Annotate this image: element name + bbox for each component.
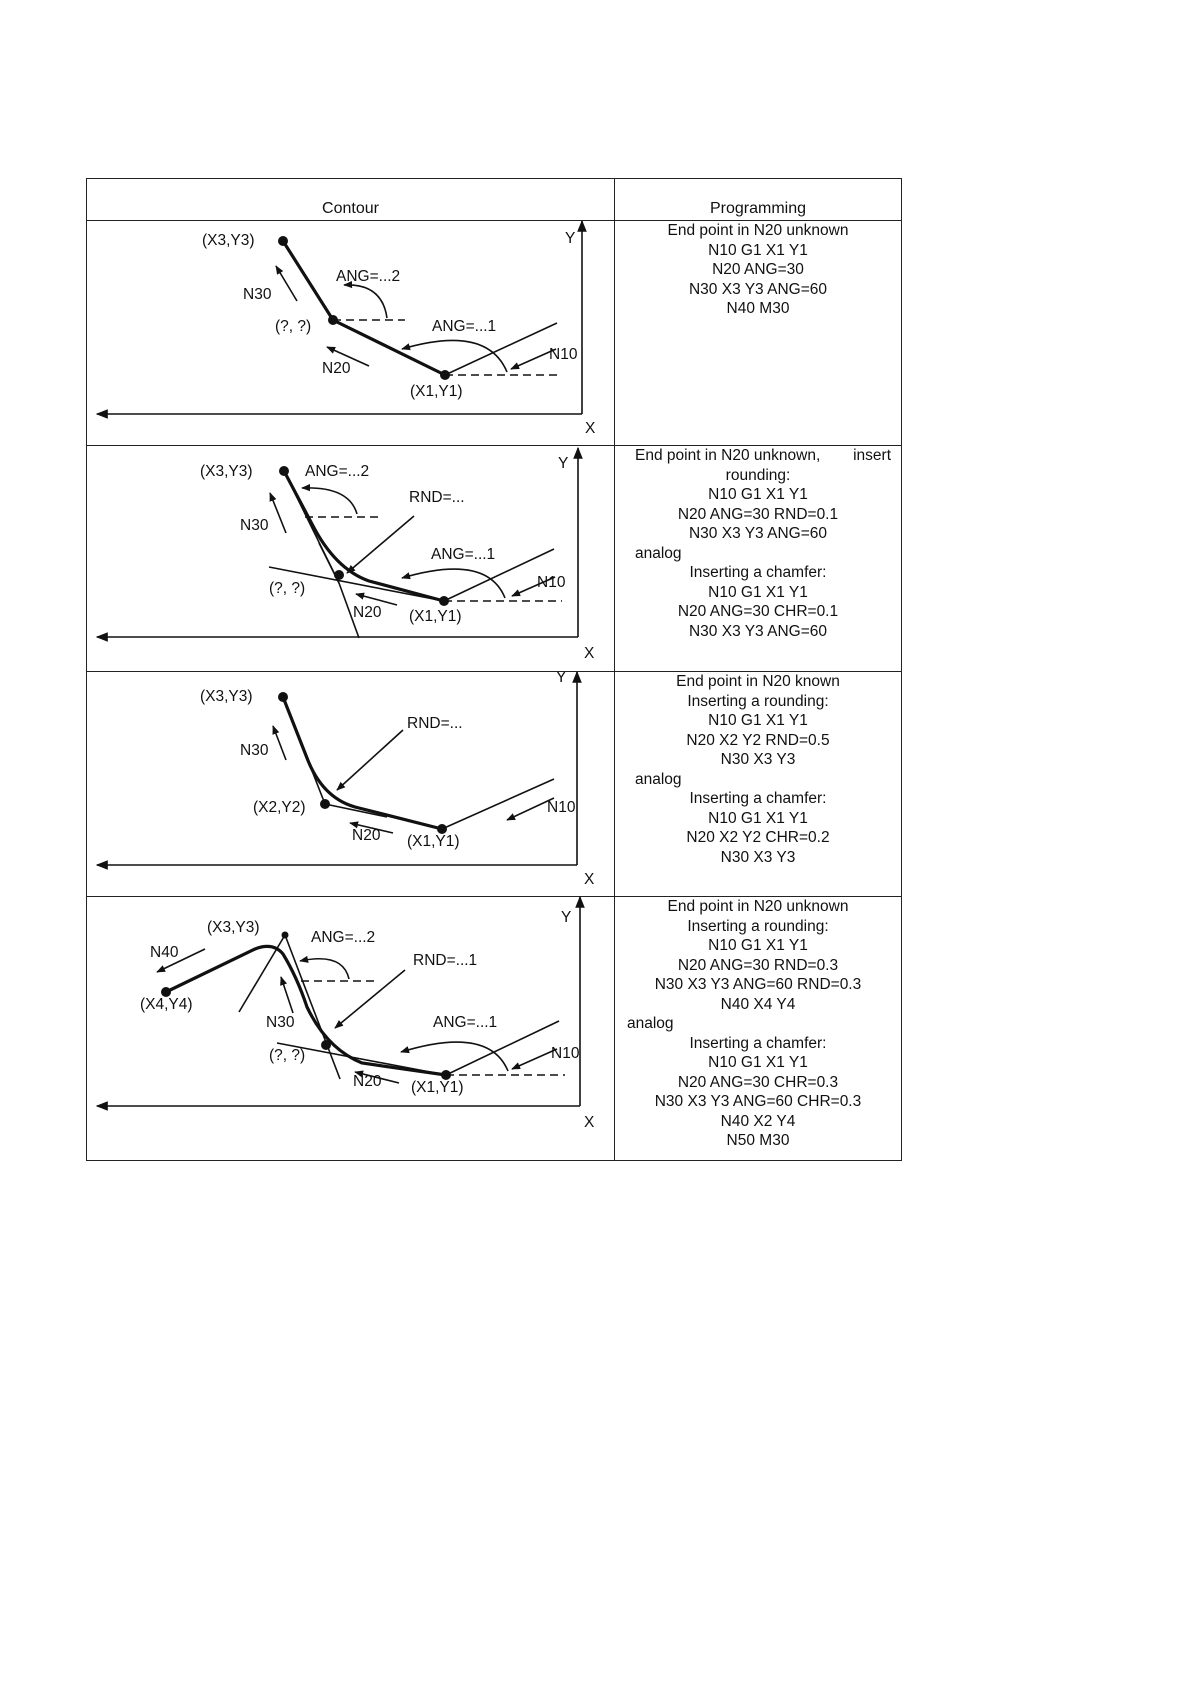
program-line: N30 X3 Y3 [720,751,796,768]
point-x3y3 [278,692,288,702]
programming-cell-1 [615,221,902,446]
label-x3y3: (X3,Y3) [202,232,255,249]
label-ang1: ANG=...1 [433,1014,498,1031]
corner-line [307,758,325,804]
y-axis-label: Y [565,230,576,247]
programming-cell-3 [615,672,902,897]
label-x3y3: (X3,Y3) [200,463,253,480]
program-line: insert [853,447,891,464]
label-n20: N20 [353,604,382,621]
program-line: N30 X3 Y3 ANG=60 [688,280,828,298]
program-line: Inserting a chamfer: [689,1034,827,1052]
label-n10: N10 [551,1045,580,1062]
contour-diagram-4 [87,897,615,1161]
contour-diagram-3 [87,672,615,897]
point-x3y3 [279,466,289,476]
label-x1y1: (X1,Y1) [407,833,460,850]
contour-n10-line [442,779,554,829]
program-line: analog [635,544,682,562]
table-row [87,446,902,672]
program-line: N40 X4 Y4 [720,995,796,1013]
angle-arc-1 [401,1042,508,1071]
program-line: N10 G1 X1 Y1 [708,712,808,729]
label-rnd: RND=...1 [413,952,478,969]
point-x2y2 [320,799,330,809]
label-ang2: ANG=...2 [311,929,376,946]
label-n30: N30 [240,742,269,759]
label-unknown-point: (?, ?) [269,580,306,597]
program-line: N30 X3 Y3 ANG=60 [688,622,828,640]
angle-arc-2 [344,285,387,318]
program-line: End point in N20 known [676,673,840,690]
contour-diagram-2 [87,446,615,672]
label-n10: N10 [547,799,576,816]
angle-arc-2 [300,959,349,979]
program-line: N10 G1 X1 Y1 [708,486,808,503]
header-programming: Programming [615,179,902,221]
table-row [87,221,902,446]
table-row [87,672,902,897]
direction-arrow-n30 [270,493,286,533]
label-ang2: ANG=...2 [336,268,401,285]
program-line: rounding: [725,466,791,484]
program-line: N50 M30 [726,1132,790,1149]
rnd-pointer-arrow [335,970,405,1028]
program-header-line [615,446,901,466]
table-row [87,897,902,1161]
label-x1y1: (X1,Y1) [410,383,463,400]
x-axis-label: X [585,420,596,437]
program-line: N30 X3 Y3 ANG=60 [688,525,828,542]
program-line: N20 X2 Y2 RND=0.5 [686,731,830,749]
y-axis-label: Y [558,455,569,472]
program-line: N10 G1 X1 Y1 [708,1054,808,1071]
program-line: Inserting a rounding: [687,917,829,935]
label-ang1: ANG=...1 [431,546,496,563]
point-x3y3 [282,932,289,939]
contour-diagram-1 [87,221,615,446]
label-unknown-point: (?, ?) [275,318,312,335]
program-line: N20 X2 Y2 CHR=0.2 [686,829,830,846]
point-x3y3 [278,236,288,246]
program-line: Inserting a rounding: [687,692,829,710]
label-n20: N20 [322,360,351,377]
direction-arrow-n30 [281,977,293,1013]
y-axis-label: Y [556,672,567,686]
label-n20: N20 [353,1073,382,1090]
angle-arc-1 [402,340,507,372]
direction-arrow-n30 [276,266,297,301]
label-n30: N30 [266,1014,295,1031]
label-rnd: RND=... [407,715,463,732]
point-unknown [334,570,344,580]
program-line: N30 X3 Y3 ANG=60 RND=0.3 [654,976,862,993]
program-line: N40 M30 [726,300,790,317]
program-line: Inserting a chamfer: [689,564,827,581]
programming-cell-4 [615,897,902,1161]
program-line: Inserting a chamfer: [689,790,827,807]
program-line: N30 X3 Y3 [720,848,796,866]
program-line: N10 G1 X1 Y1 [708,809,808,827]
label-n10: N10 [549,346,578,363]
label-ang2: ANG=...2 [305,463,370,480]
program-line: End point in N20 unknown [667,898,849,915]
label-x1y1: (X1,Y1) [409,608,462,625]
label-x3y3: (X3,Y3) [200,688,253,705]
label-n10: N10 [537,574,566,591]
x-axis-label: X [584,1114,595,1131]
contour-path [283,241,445,375]
program-line: End point in N20 unknown [667,222,849,239]
x-axis-label: X [584,645,595,662]
label-unknown-point: (?, ?) [269,1047,306,1064]
program-line: End point in N20 unknown, [635,447,821,464]
program-line: analog [627,1015,674,1032]
point-unknown [321,1040,331,1050]
program-line: N10 G1 X1 Y1 [708,937,808,954]
rnd-pointer-arrow [337,730,403,790]
contour-rounded-path [166,946,446,1075]
program-line: N20 ANG=30 CHR=0.1 [677,603,839,620]
program-line: N20 ANG=30 RND=0.3 [677,956,839,974]
x-axis-label: X [584,871,595,888]
program-line: N10 G1 X1 Y1 [708,241,808,259]
label-x3y3: (X3,Y3) [207,919,260,936]
rnd-pointer-arrow [347,516,414,573]
program-line: N30 X3 Y3 ANG=60 CHR=0.3 [654,1093,862,1110]
label-x1y1: (X1,Y1) [411,1079,464,1096]
program-line: N20 ANG=30 [712,261,804,278]
angle-arc-2 [302,488,357,514]
direction-arrow-n30 [273,726,286,760]
label-n40: N40 [150,944,179,961]
program-line: N20 ANG=30 CHR=0.3 [677,1073,839,1091]
program-line: analog [635,770,682,788]
label-n30: N30 [240,517,269,534]
header-contour: Contour [87,179,615,221]
program-line: N20 ANG=30 RND=0.1 [677,505,839,523]
label-n30: N30 [243,286,272,303]
label-ang1: ANG=...1 [432,318,497,335]
program-line: N10 G1 X1 Y1 [708,583,808,601]
y-axis-label: Y [561,909,572,926]
programming-cell-2 [615,446,902,672]
contour-programming-table [86,178,902,1161]
label-n20: N20 [352,827,381,844]
label-x4y4: (X4,Y4) [140,996,193,1013]
label-x2y2: (X2,Y2) [253,799,306,816]
label-rnd: RND=... [409,489,465,506]
program-line: N40 X2 Y4 [720,1112,796,1130]
